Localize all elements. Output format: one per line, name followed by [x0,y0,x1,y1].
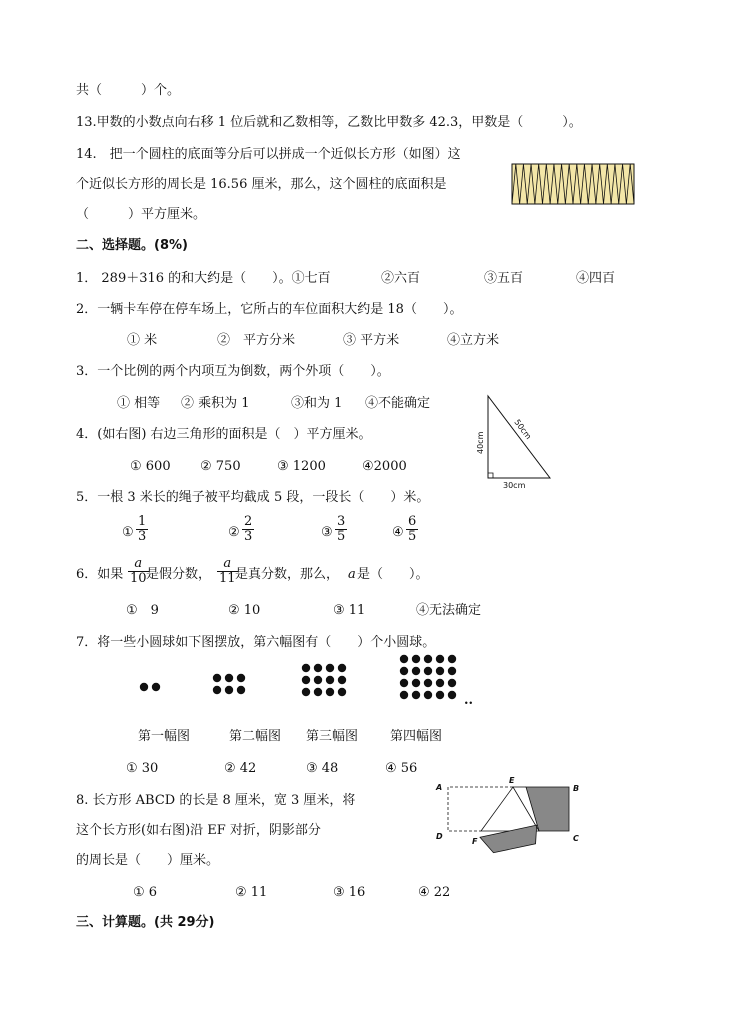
question-13: 13.甲数的小数点向右移 1 位后就和乙数相等，乙数比甲数多 42.3，甲数是（ ）。 [76,115,582,130]
dot-pattern-figures [130,650,490,710]
right-triangle-figure [470,392,560,492]
choice-q7-opt2: ② 42 [224,761,257,776]
choice-q8-line3: 的周长是（ ）厘米。 [76,853,220,868]
ball-dot [326,688,334,696]
choice-q6-part1: 6．如果 [76,567,124,582]
ball-dot [436,667,444,675]
choice-q1-opt2: ②六百 [381,271,421,286]
choice-q4-stem: 4．(如右图) 右边三角形的面积是（ ）平方厘米。 [76,427,372,442]
ball-dot [412,691,420,699]
choice-q6-opt2: ② 10 [228,603,261,618]
approx-rectangle-figure [511,163,635,207]
ball-dot [400,667,408,675]
ball-dot [225,674,233,682]
dot-trail: .. [464,693,474,708]
ball-dot [314,676,322,684]
choice-q7-stem: 7．将一些小圆球如下图摆放，第六幅图有（ ）个小圆球。 [76,635,436,650]
choice-q1-opt3: ③五百 [484,271,524,286]
ball-dot [302,664,310,672]
choice-q8-opt1: ① 6 [133,885,158,900]
choice-q3-opt1: ① 相等 [117,396,161,411]
choice-q2-opt4: ④立方米 [447,333,500,348]
choice-q6-part2: 是假分数， [146,567,212,582]
choice-q7-opt3: ③ 48 [306,761,339,776]
ball-dot [436,679,444,687]
label-A: A [436,783,443,792]
ball-dot [448,679,456,687]
ball-dot [412,667,420,675]
choice-q2-opt2: ② 平方分米 [217,333,296,348]
choice-q5-mark-2: ② [228,525,240,540]
triangle-label-hyp: 50cm [512,417,534,442]
ball-dot [424,679,432,687]
ball-dot [448,691,456,699]
choice-q1-opt4: ④四百 [576,271,616,286]
folded-rectangle-figure [434,776,584,849]
ball-dot [400,691,408,699]
choice-q2-opt3: ③ 平方米 [343,333,400,348]
question-14-line3: （ ）平方厘米。 [76,207,207,222]
ball-dot [338,676,346,684]
choice-q6-opt4: ④无法确定 [416,603,482,618]
choice-q4-opt1: ① 600 [130,459,171,474]
ball-dot [326,664,334,672]
choice-q8-opt3: ③ 16 [333,885,366,900]
ball-dot [225,686,233,694]
choice-q4-opt3: ③ 1200 [277,459,326,474]
line-1: 共（ ）个。 [76,83,181,98]
choice-q5-fraction-4: 6 5 [408,514,417,544]
ball-dot [302,676,310,684]
choice-q7-opt4: ④ 56 [385,761,418,776]
ball-dot [213,674,221,682]
question-14-line2: 个近似长方形的周长是 16.56 厘米，那么，这个圆柱的底面积是 [76,177,447,192]
fraction-denominator: 10 [130,571,147,586]
dot-figure-4 [400,655,456,699]
section-3-title: 三、计算题。(共 29分) [76,915,215,930]
ball-dot [326,676,334,684]
choice-q5-fraction-3: 3 5 [337,514,346,544]
choice-q3-opt2: ② 乘积为 1 [181,396,250,411]
label-E: E [509,776,515,785]
triangle-label-bottom: 30cm [503,481,526,490]
choice-q3-opt3: ③和为 1 [291,396,343,411]
choice-q5-fraction-2: 2 3 [244,514,253,544]
ball-dot [448,667,456,675]
choice-q6-opt1: ① 9 [126,603,159,618]
ball-dot [448,655,456,663]
choice-q7-opt1: ① 30 [126,761,159,776]
dot-figure-2 [213,674,245,694]
ball-dot [338,688,346,696]
ball-dot [424,691,432,699]
choice-q8-line2: 这个长方形(如右图)沿 EF 对折，阴影部分 [76,823,321,838]
ball-dot [400,679,408,687]
choice-q2-stem: 2．一辆卡车停在停车场上，它所占的车位面积大约是 18（ ）。 [76,302,463,317]
caption-figure-2: 第二幅图 [229,729,282,744]
ball-dot [424,655,432,663]
choice-q1-stem: 1． 289＋316 的和大约是（ ）。①七百 [76,271,331,286]
ball-dot [436,691,444,699]
ball-dot [237,686,245,694]
label-C: C [573,834,579,843]
caption-figure-1: 第一幅图 [138,729,191,744]
choice-q6-var: a [348,567,356,582]
choice-q6-part4: 是（ ）。 [357,567,429,582]
choice-q6-part3: 是真分数，那么， [235,567,340,582]
ball-dot [302,688,310,696]
fraction-numerator: a [223,556,232,571]
caption-figure-4: 第四幅图 [390,729,443,744]
choice-q5-mark-1: ① [122,525,134,540]
choice-q5-mark-4: ④ [392,525,404,540]
ball-dot [436,655,444,663]
dot-figure-3 [302,664,346,696]
question-14-line1: 14. 把一个圆柱的底面等分后可以拼成一个近似长方形（如图）这 [76,147,461,162]
ball-dot [213,686,221,694]
choice-q4-opt2: ② 750 [200,459,241,474]
ball-dot [314,688,322,696]
triangle-label-left: 40cm [476,431,485,454]
caption-figure-3: 第三幅图 [306,729,359,744]
ball-dot [412,679,420,687]
choice-q8-opt2: ② 11 [235,885,268,900]
choice-q3-opt4: ④不能确定 [365,396,431,411]
choice-q5-stem: 5．一根 3 米长的绳子被平均截成 5 段，一段长（ ）米。 [76,490,430,505]
ball-dot [424,667,432,675]
ball-dot [314,664,322,672]
ball-dot [140,683,148,691]
choice-q2-opt1: ① 米 [127,333,158,348]
choice-q5-fraction-1: 1 3 [138,514,147,544]
label-D: D [436,832,443,841]
choice-q3-stem: 3．一个比例的两个内项互为倒数，两个外项（ ）。 [76,364,390,379]
ball-dot [412,655,420,663]
choice-q8-opt4: ④ 22 [418,885,451,900]
section-2-title: 二、选择题。(8%) [76,238,188,253]
choice-q4-opt4: ④2000 [362,459,407,474]
choice-q6-opt3: ③ 11 [333,603,366,618]
dot-figure-1 [140,683,160,691]
ball-dot [237,674,245,682]
label-B: B [573,784,580,793]
ball-dot [338,664,346,672]
choice-q8-line1: 8. 长方形 ABCD 的长是 8 厘米，宽 3 厘米，将 [76,793,356,808]
ball-dot [400,655,408,663]
choice-q5-mark-3: ③ [321,525,333,540]
fraction-denominator: 11 [219,571,236,586]
fraction-numerator: a [134,556,143,571]
ball-dot [152,683,160,691]
label-F: F [472,837,478,846]
